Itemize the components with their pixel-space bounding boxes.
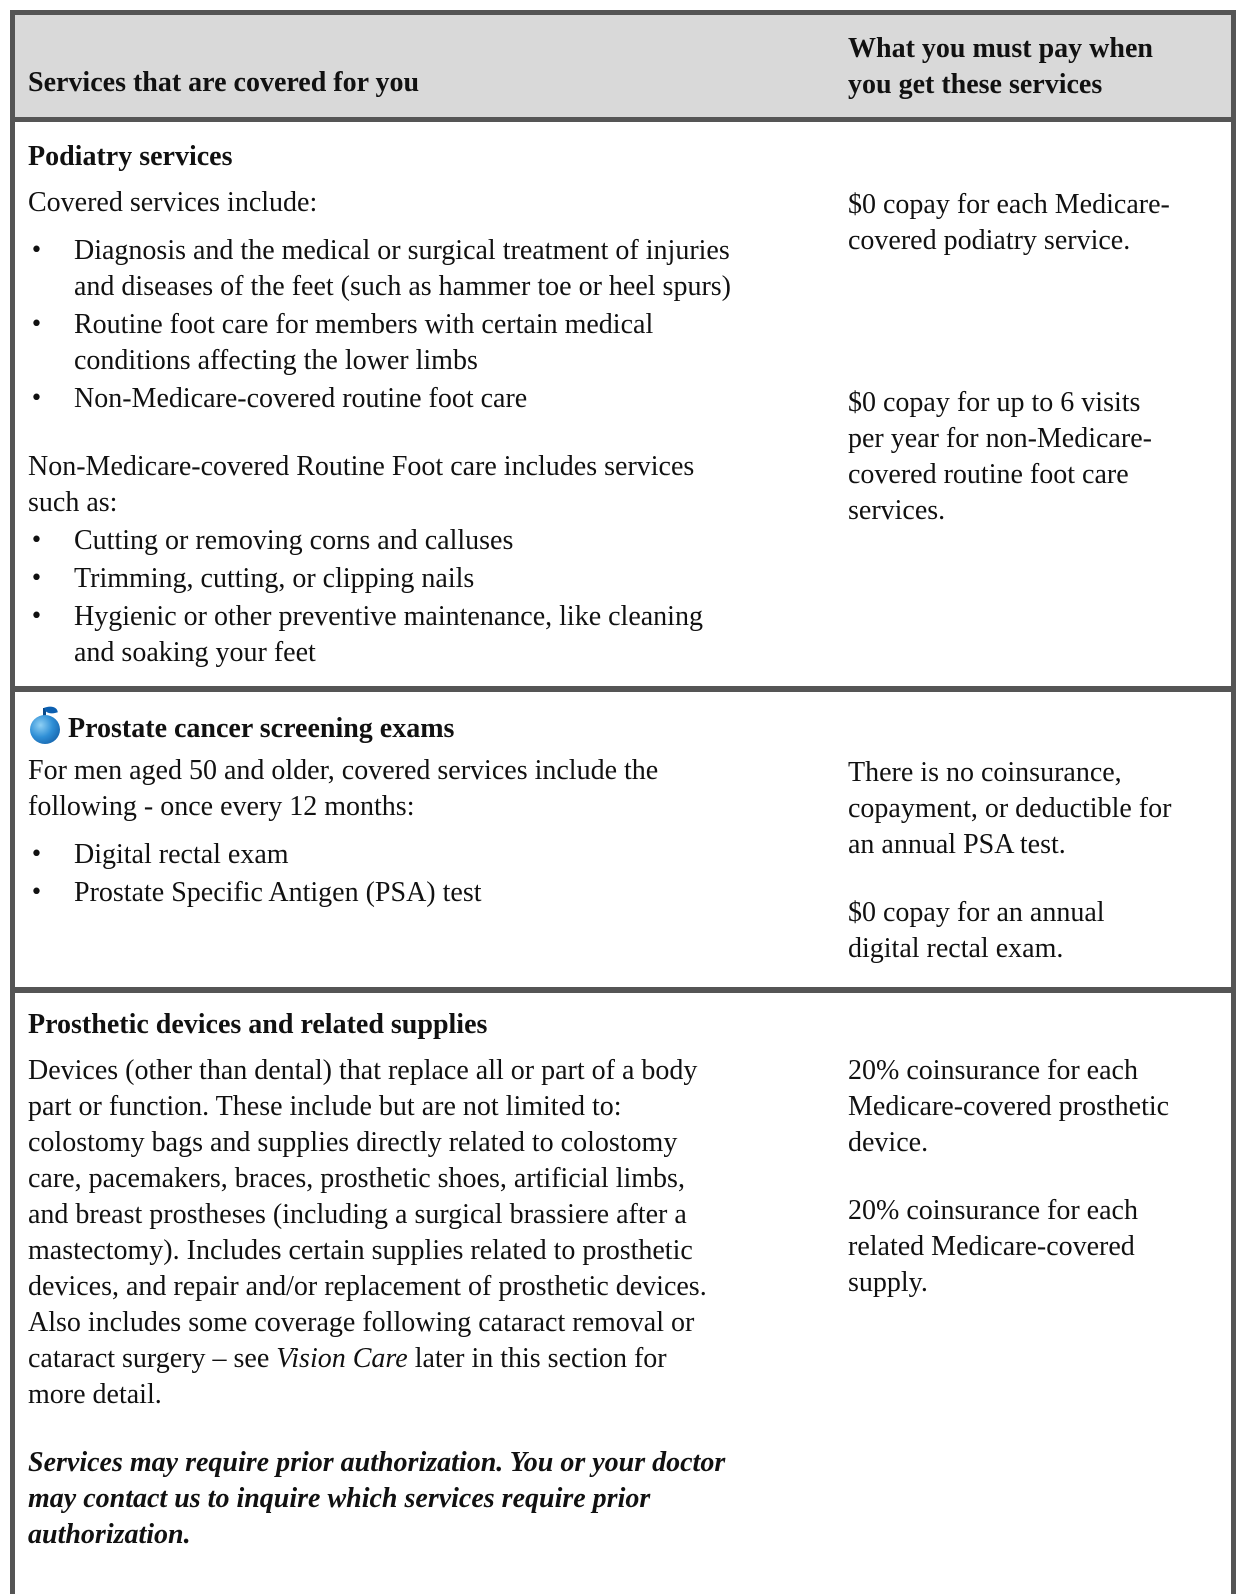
bullet-line: • Trimming, cutting, or clipping nails <box>74 563 475 594</box>
prostate-title <box>28 705 828 747</box>
routine-foot-care-bullets <box>28 523 828 671</box>
note-line: Services may require prior authorization. You or your doctor <box>28 1447 726 1478</box>
list-item <box>28 561 828 597</box>
bullet-line: • Non-Medicare-covered routine foot care <box>74 383 528 414</box>
bullet-line: • Routine foot care for members with certain medical <box>74 309 654 340</box>
header-what-you-pay-line1: What you must pay when <box>848 33 1153 64</box>
note-line: may contact us to inquire which services require prior <box>28 1483 651 1514</box>
prostate-pay-1 <box>848 755 1228 863</box>
header-services-covered: Services that are covered for you <box>28 67 420 98</box>
podiatry-pay-2 <box>848 385 1228 529</box>
bullet-line: and soaking your feet <box>74 637 316 668</box>
list-item <box>28 307 828 379</box>
body-text: later in this section for <box>407 1343 667 1374</box>
body-text: cataract surgery – see <box>28 1343 277 1374</box>
prostate-title-text: Prostate cancer screening exams <box>68 713 455 744</box>
prostate-intro-line: following - once every 12 months: <box>28 791 415 822</box>
podiatry-services-cell <box>28 139 828 671</box>
list-item <box>28 599 828 671</box>
header-what-you-pay <box>848 31 1228 103</box>
podiatry-title: Podiatry services <box>28 141 233 172</box>
pay-line: supply. <box>848 1267 928 1298</box>
routine-foot-care-intro <box>28 449 828 521</box>
pay-line: 20% coinsurance for each <box>848 1195 1138 1226</box>
benefits-table <box>10 10 1236 1594</box>
list-item: • Digital rectal exam <box>28 837 828 873</box>
prostate-pay-2 <box>848 895 1228 967</box>
prostate-screening-cell <box>28 705 828 911</box>
prosthetic-title: Prosthetic devices and related supplies <box>28 1009 488 1040</box>
pay-line: $0 copay for each Medicare- <box>848 189 1170 220</box>
body-line: Devices (other than dental) that replace all or part of a body <box>28 1055 698 1086</box>
routine-intro-line: such as: <box>28 487 118 518</box>
bullet-line: • Cutting or removing corns and calluses <box>74 525 514 556</box>
podiatry-intro: Covered services include: <box>28 187 318 218</box>
pay-line: covered podiatry service. <box>848 225 1131 256</box>
prosthetic-body <box>28 1053 833 1413</box>
body-line <box>28 1341 833 1377</box>
bullet-line: conditions affecting the lower limbs <box>74 345 478 376</box>
pay-line: $0 copay for an annual <box>848 897 1105 928</box>
apple-icon <box>28 705 62 745</box>
prosthetic-pay-2 <box>848 1193 1228 1301</box>
list-item <box>28 233 828 305</box>
bullet-line: and diseases of the feet (such as hammer toe or heel spurs) <box>74 271 731 302</box>
pay-line: copayment, or deductible for <box>848 793 1172 824</box>
pay-line: digital rectal exam. <box>848 933 1064 964</box>
bullet-line: • Diagnosis and the medical or surgical treatment of injuries <box>74 235 730 266</box>
podiatry-pay-1 <box>848 187 1228 259</box>
body-line: devices, and repair and/or replacement of prosthetic devices. <box>28 1271 707 1302</box>
list-item <box>28 381 828 417</box>
row-divider <box>15 987 1231 993</box>
pay-line: Medicare-covered prosthetic <box>848 1091 1170 1122</box>
bullet-line: • Hygienic or other preventive maintenance, like cleaning <box>74 601 703 632</box>
body-line: more detail. <box>28 1379 162 1410</box>
vision-care-reference: Vision Care <box>276 1343 408 1374</box>
note-line: authorization. <box>28 1519 191 1550</box>
row-divider <box>15 686 1231 692</box>
pay-line: covered routine foot care <box>848 459 1129 490</box>
pay-line: There is no coinsurance, <box>848 757 1122 788</box>
prosthetic-devices-cell <box>28 1007 833 1553</box>
prior-authorization-note <box>28 1445 833 1553</box>
pay-line: an annual PSA test. <box>848 829 1066 860</box>
pay-line: related Medicare-covered <box>848 1231 1135 1262</box>
table-header <box>15 15 1231 122</box>
prostate-intro-line: For men aged 50 and older, covered services include the <box>28 755 659 786</box>
body-line: mastectomy). Includes certain supplies related to prosthetic <box>28 1235 693 1266</box>
body-line: and breast prostheses (including a surgical brassiere after a <box>28 1199 687 1230</box>
pay-line: per year for non-Medicare- <box>848 423 1152 454</box>
body-line: Also includes some coverage following cataract removal or <box>28 1307 695 1338</box>
list-item <box>28 523 828 559</box>
body-line: part or function. These include but are not limited to: <box>28 1091 622 1122</box>
routine-intro-line: Non-Medicare-covered Routine Foot care includes services <box>28 451 695 482</box>
pay-line: services. <box>848 495 946 526</box>
pay-line: device. <box>848 1127 929 1158</box>
podiatry-bullets <box>28 233 828 417</box>
body-line: care, pacemakers, braces, prosthetic shoes, artificial limbs, <box>28 1163 685 1194</box>
prostate-bullets <box>28 837 828 911</box>
body-line: colostomy bags and supplies directly related to colostomy <box>28 1127 678 1158</box>
pay-line: $0 copay for up to 6 visits <box>848 387 1141 418</box>
header-what-you-pay-line2: you get these services <box>848 69 1103 100</box>
prosthetic-pay-1 <box>848 1053 1228 1161</box>
pay-line: 20% coinsurance for each <box>848 1055 1138 1086</box>
list-item: • Prostate Specific Antigen (PSA) test <box>28 875 828 911</box>
prostate-intro <box>28 753 828 825</box>
